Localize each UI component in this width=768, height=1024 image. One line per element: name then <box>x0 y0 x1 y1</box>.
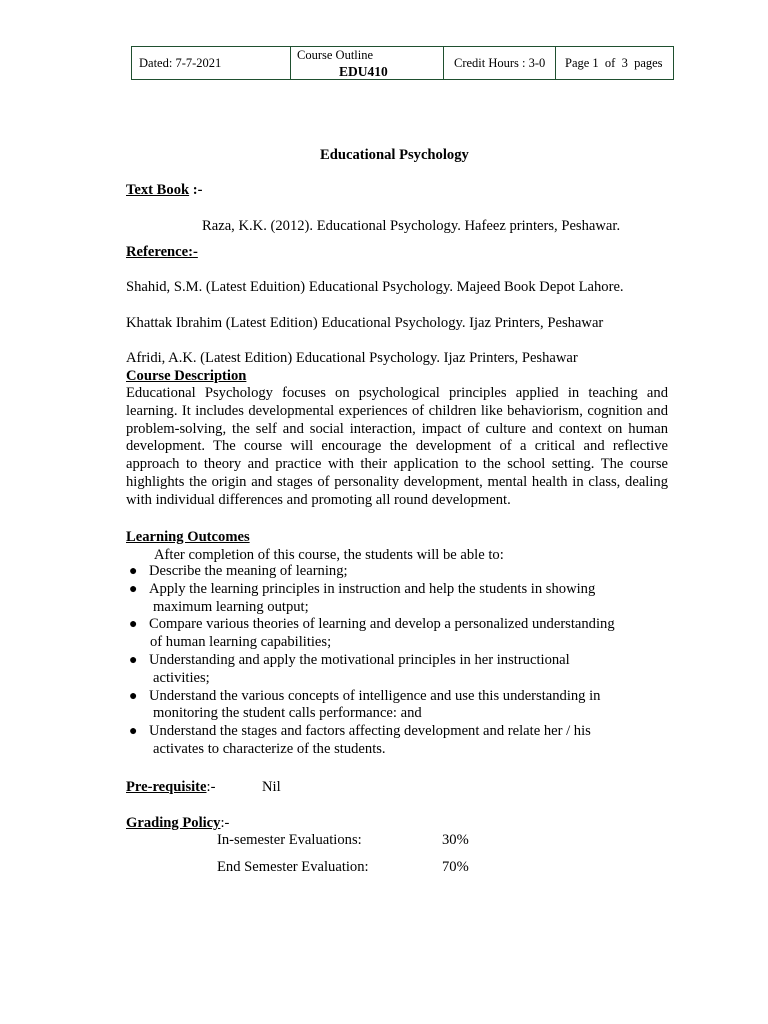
prerequisite-suffix: :- <box>206 779 216 795</box>
outcome-text-continued: activates to characterize of the students. <box>153 740 386 757</box>
header-outline-label: Course Outline <box>297 48 374 62</box>
list-item <box>126 563 642 581</box>
reference-entry: Shahid, S.M. (Latest Eduition) Educational Psychology. Majeed Book Depot Lahore. <box>126 279 624 295</box>
document-title: Educational Psychology <box>320 147 469 163</box>
list-item <box>126 581 642 617</box>
reference-entry: Afridi, A.K. (Latest Edition) Educational Psychology. Ijaz Printers, Peshawar <box>126 350 578 366</box>
bullet-icon: ● <box>129 581 138 597</box>
header-course-code: EDU410 <box>339 64 388 79</box>
reference-heading: Reference:- <box>126 244 198 260</box>
list-item <box>126 723 642 759</box>
learning-outcomes-intro: After completion of this course, the students will be able to: <box>154 547 504 563</box>
grading-policy-heading: Grading Policy <box>126 815 221 831</box>
header-table <box>131 46 674 80</box>
bullet-icon: ● <box>129 724 138 740</box>
prerequisite-value: Nil <box>262 779 281 795</box>
outcome-text: Understanding and apply the motivational principles in her instructional <box>149 651 570 668</box>
list-item <box>126 652 642 688</box>
header-page-cell <box>556 47 673 79</box>
header-credit-hours: Credit Hours : 3-0 <box>454 56 546 70</box>
grading-policy-line <box>126 814 229 832</box>
course-description-body: Educational Psychology focuses on psychological principles applied in teaching and learning. It includes developmental experiences of children like behaviorism, cognition and problem-solving, the self and social interaction, impact of culture and context on human development. The course will encourage the development of a critical and reflective approach to theory and practice with their application to the school setting. The course highlights the origin and stages of personality development, mental health in class, dealing with individual differences and promoting all round development. <box>126 385 668 508</box>
reference-entry: Khattak Ibrahim (Latest Edition) Educational Psychology. Ijaz Printers, Peshawar <box>126 315 604 331</box>
bullet-icon: ● <box>129 652 138 668</box>
learning-outcomes-list <box>126 563 642 759</box>
outcome-text: Understand the various concepts of intelligence and use this understanding in <box>149 687 601 704</box>
header-outline-cell <box>291 47 444 79</box>
grading-value: 70% <box>442 859 469 875</box>
textbook-heading-suffix: :- <box>189 182 203 198</box>
outcome-text-continued: of human learning capabilities; <box>150 634 332 651</box>
learning-outcomes-heading: Learning Outcomes <box>126 529 250 545</box>
prerequisite-heading: Pre-requisite <box>126 779 207 795</box>
grading-value: 30% <box>442 832 469 848</box>
header-credit-cell <box>444 47 556 79</box>
prerequisite-line <box>126 778 215 796</box>
header-date: Dated: 7-7-2021 <box>139 56 222 70</box>
outcome-text: Apply the learning principles in instruction and help the students in showing <box>149 580 596 597</box>
textbook-heading: Text Book <box>126 182 190 198</box>
outcome-text-continued: activities; <box>153 669 210 686</box>
outcome-text: Understand the stages and factors affecting development and relate her / his <box>149 723 591 740</box>
course-description-heading: Course Description <box>126 368 247 384</box>
outcome-text-continued: monitoring the student calls performance: and <box>153 705 422 722</box>
textbook-heading-line <box>126 181 203 199</box>
outcome-text-continued: maximum learning output; <box>153 598 309 615</box>
header-page-number: Page 1 of 3 pages <box>565 56 663 70</box>
grading-label: End Semester Evaluation: <box>217 859 369 875</box>
grading-label: In-semester Evaluations: <box>217 832 362 848</box>
bullet-icon: ● <box>129 688 138 704</box>
header-date-cell <box>132 47 291 79</box>
list-item <box>126 688 642 724</box>
bullet-icon: ● <box>129 617 138 633</box>
bullet-icon: ● <box>129 564 138 579</box>
outcome-text: Compare various theories of learning and develop a personalized understanding <box>149 616 615 633</box>
list-item <box>126 616 642 652</box>
outcome-text: Describe the meaning of learning; <box>149 563 348 579</box>
textbook-entry: Raza, K.K. (2012). Educational Psychology. Hafeez printers, Peshawar. <box>202 218 621 234</box>
grading-policy-suffix: :- <box>220 815 230 831</box>
